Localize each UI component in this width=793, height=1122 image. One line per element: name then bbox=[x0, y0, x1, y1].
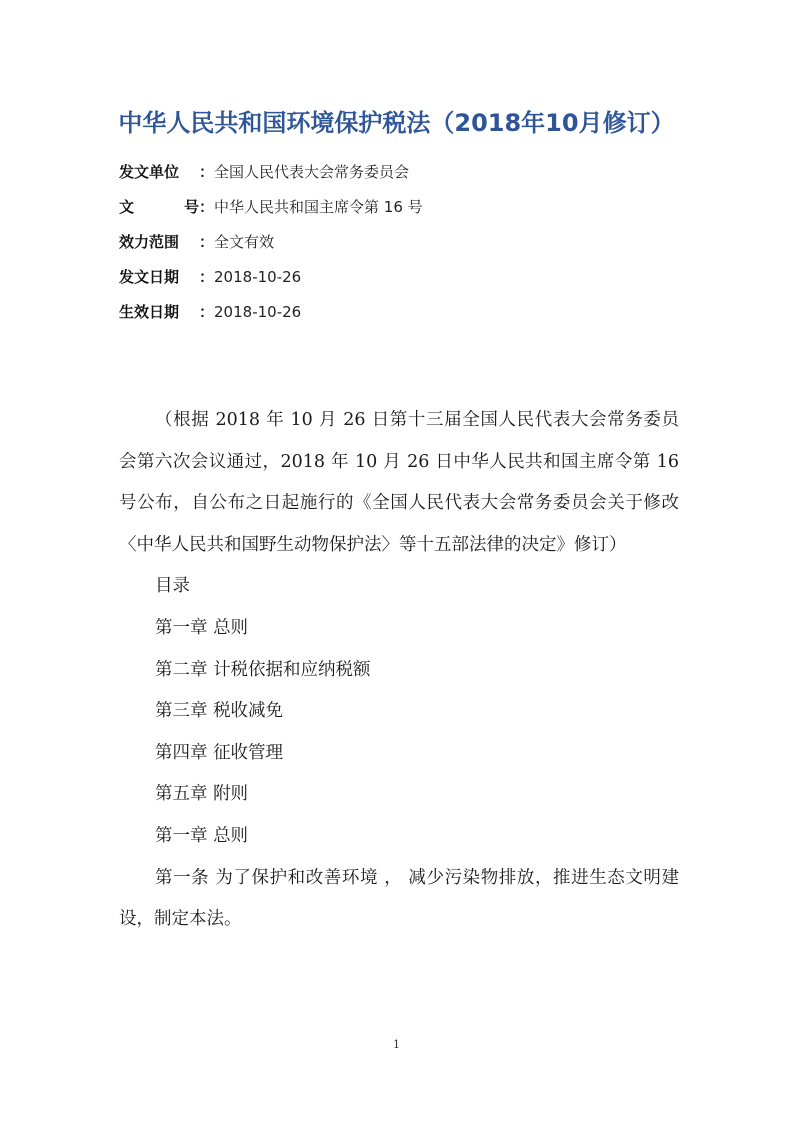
toc-item: 第三章 税收减免 bbox=[155, 701, 284, 722]
meta-colon: ： bbox=[199, 303, 215, 321]
chapter-heading: 第一章 总则 bbox=[155, 825, 249, 846]
meta-row-scope bbox=[119, 228, 679, 263]
meta-value: 中华人民共和国主席令第 16 号 bbox=[214, 198, 423, 216]
meta-row-issuer bbox=[119, 158, 679, 193]
meta-value: 全文有效 bbox=[214, 233, 275, 251]
article-paragraph: 第一条 为了保护和改善环境 ， 减少污染物排放，推进生态文明建设，制定本法。 bbox=[119, 867, 679, 930]
toc-item: 第一章 总则 bbox=[155, 617, 249, 638]
meta-colon: ： bbox=[199, 163, 215, 181]
meta-value: 2018-10-26 bbox=[214, 268, 302, 286]
meta-row-effective-date bbox=[119, 298, 679, 333]
page-number: 1 bbox=[393, 1038, 400, 1051]
meta-row-doc-number bbox=[119, 193, 679, 228]
meta-colon: ： bbox=[199, 233, 215, 251]
meta-colon: ： bbox=[199, 198, 215, 216]
intro-paragraph: （根据 2018 年 10 月 26 日第十三届全国人民代表大会常务委员会第六次会议通过，2018 年 10 月 26 日中华人民共和国主席令第 16 号公布，自公布之日起施行的《全国人民代表大会常务委员会关于修改〈中华人民共和国野生动物保护法〉等十五部法律的决定》修订） bbox=[119, 410, 679, 555]
meta-value: 2018-10-26 bbox=[214, 303, 302, 321]
meta-label: 效力范围 bbox=[119, 233, 180, 251]
document-body bbox=[119, 400, 679, 941]
meta-label: 发文单位 bbox=[119, 163, 180, 181]
meta-value: 全国人民代表大会常务委员会 bbox=[214, 163, 410, 181]
meta-label: 发文日期 bbox=[119, 268, 180, 286]
meta-row-issue-date bbox=[119, 263, 679, 298]
toc-item: 第五章 附则 bbox=[155, 784, 249, 805]
page-title: 中华人民共和国环境保护税法（2018年10月修订） bbox=[118, 109, 675, 137]
toc-item: 第二章 计税依据和应纳税额 bbox=[155, 659, 371, 680]
meta-colon: ： bbox=[199, 268, 215, 286]
toc-item: 第四章 征收管理 bbox=[155, 742, 284, 763]
document-metadata bbox=[119, 158, 679, 333]
meta-label: 生效日期 bbox=[119, 303, 180, 321]
toc-heading: 目录 bbox=[155, 576, 190, 597]
meta-label: 文号 bbox=[119, 198, 199, 216]
